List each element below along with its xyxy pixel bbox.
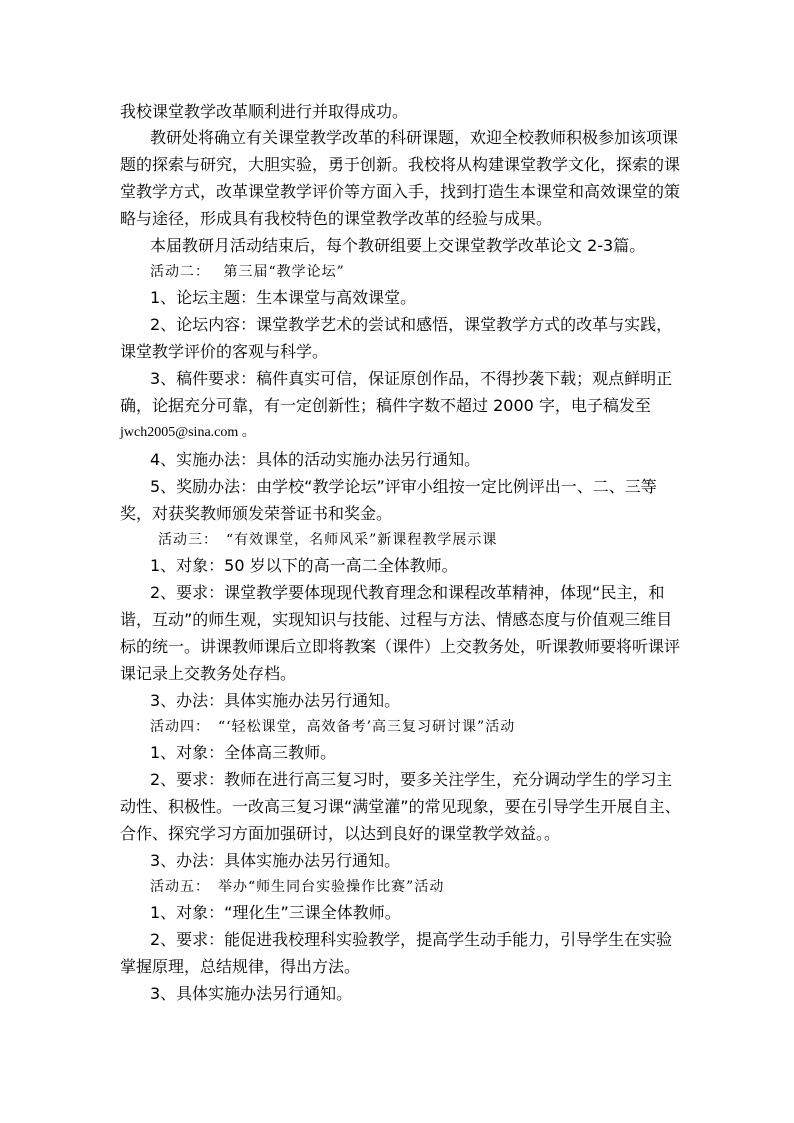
list-item-continuation: 课记录上交教务处存档。 (120, 664, 297, 683)
list-item-continuation: 确，论据充分可靠，有一定创新性；稿件字数不超过 2000 字，电子稿发至 (120, 396, 651, 415)
list-item: 2、要求：教师在进行高三复习时，要多关注学生，充分调动学生的学习主 (150, 770, 673, 789)
section-heading: 活动四： “‘轻松课堂，高效备考’高三复习研讨课”活动 (150, 719, 516, 735)
list-item: 2、论坛内容：课堂教学艺术的尝试和感悟，课堂教学方式的改革与实践， (150, 315, 673, 334)
list-item: 3、具体实施办法另行通知。 (150, 984, 353, 1003)
list-item: 4、实施办法：具体的活动实施办法另行通知。 (150, 450, 481, 469)
list-item-continuation: 动性、积极性。一改高三复习课“满堂灌”的常见现象，要在引导学生开展自主、 (120, 797, 681, 816)
paragraph-line: 题的探索与研究，大胆实验，勇于创新。我校将从构建课堂教学文化，探索的课 (120, 155, 681, 174)
list-item-continuation: 谐，互动”的师生观，实现知识与技能、过程与方法、情感态度与价值观三维目 (120, 610, 673, 629)
list-item: 1、对象：“理化生”三课全体教师。 (150, 903, 401, 922)
paragraph-line: 教研处将确立有关课堂教学改革的科研课题，欢迎全校教师积极参加该项课 (150, 128, 679, 147)
list-item: 3、稿件要求：稿件真实可信，保证原创作品，不得抄袭下载；观点鲜明正 (150, 369, 673, 388)
list-item: 3、办法：具体实施办法另行通知。 (150, 851, 401, 870)
section-heading: 活动三： “有效课堂，名师风采”新课程教学展示课 (158, 532, 498, 548)
list-item-continuation: 课堂教学评价的客观与科学。 (120, 342, 329, 361)
list-item-continuation: 掌握原理，总结规律，得出方法。 (120, 957, 361, 976)
email-address: jwch2005@sina.com 。 (120, 425, 256, 440)
section-heading: 活动五： 举办“师生同台实验操作比赛”活动 (150, 879, 445, 895)
list-item: 5、奖励办法：由学校“教学论坛”评审小组按一定比例评出一、二、三等 (150, 477, 657, 496)
list-item-continuation: 奖，对获奖教师颁发荣誉证书和奖金。 (120, 504, 393, 523)
list-item: 1、对象：50 岁以下的高一高二全体教师。 (150, 556, 458, 575)
list-item: 1、论坛主题：生本课堂与高效课堂。 (150, 288, 417, 307)
paragraph-line: 本届教研月活动结束后，每个教研组要上交课堂教学改革论文 2-3篇。 (150, 236, 646, 255)
list-item: 2、要求：课堂教学要体现现代教育理念和课程改革精神，体现“民主，和 (150, 583, 665, 602)
list-item: 1、对象：全体高三教师。 (150, 743, 337, 762)
list-item-continuation: 标的统一。讲课教师课后立即将教案（课件）上交教务处，听课教师要将听课评 (120, 637, 681, 656)
paragraph-line: 我校课堂教学改革顺利进行并取得成功。 (120, 102, 409, 121)
section-heading: 活动二： 第三届“教学论坛” (150, 264, 345, 280)
paragraph-line: 堂教学方式，改革课堂教学评价等方面入手，找到打造生本课堂和高效课堂的策 (120, 182, 681, 201)
list-item: 2、要求：能促进我校理科实验教学，提高学生动手能力，引导学生在实验 (150, 930, 673, 949)
list-item: 3、办法：具体实施办法另行通知。 (150, 691, 401, 710)
list-item-continuation: 合作、探究学习方面加强研讨，以达到良好的课堂教学效益。。 (120, 824, 561, 843)
paragraph-line: 略与途径，形成具有我校特色的课堂教学改革的经验与成果。 (120, 209, 553, 228)
